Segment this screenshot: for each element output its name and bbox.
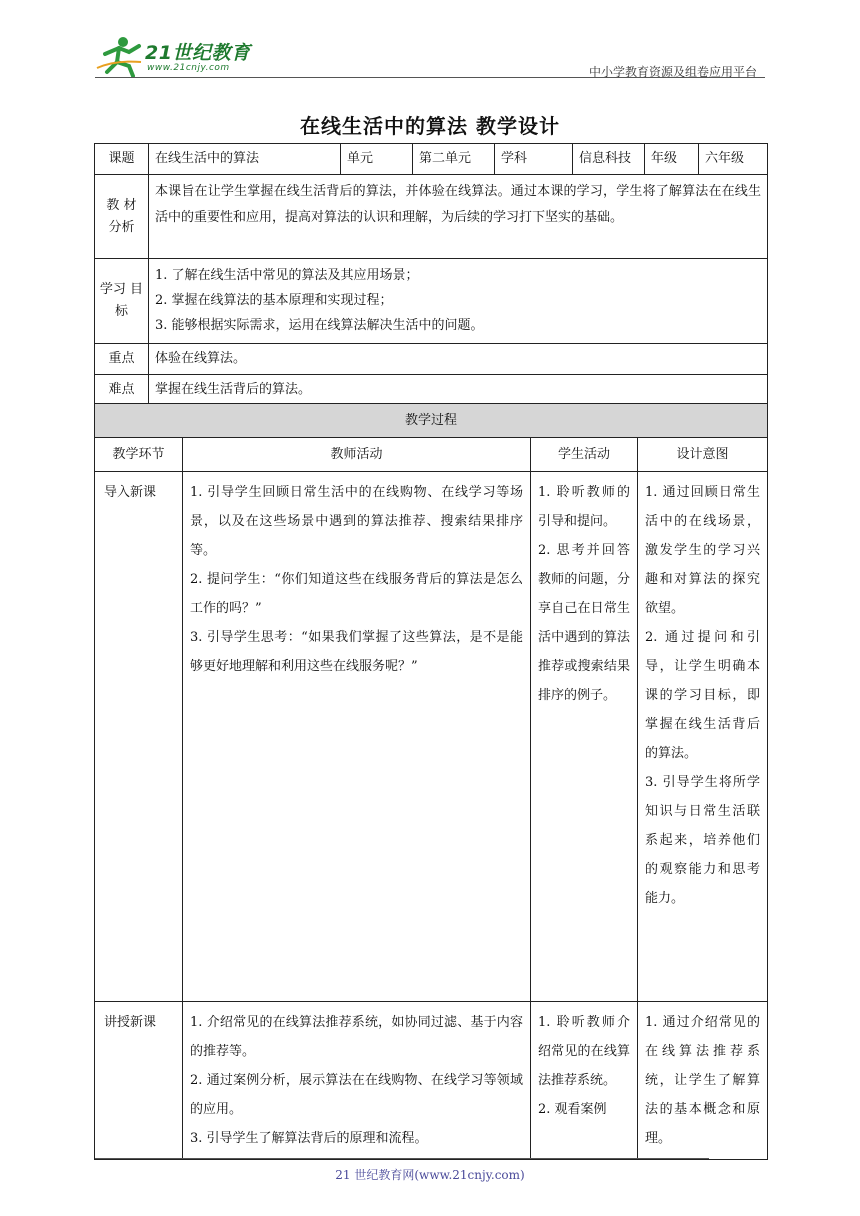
material-value: 本课旨在让学生掌握在线生活背后的算法，并体验在线算法。通过本课的学习，学生将了解算法在在线生活中的重要性和应用，提高对算法的认识和理解，为后续的学习打下坚实的基础。 bbox=[149, 175, 768, 259]
goal-item: 3. 能够根据实际需求，运用在线算法解决生活中的问题。 bbox=[155, 318, 484, 333]
platform-name: 中小学教育资源及组卷应用平台 bbox=[588, 65, 757, 79]
teacher-item: 3. 引导学生了解算法背后的原理和流程。 bbox=[190, 1131, 428, 1146]
table-row bbox=[95, 259, 768, 344]
subject-label: 学科 bbox=[495, 144, 573, 175]
teacher-item: 1. 引导学生回顾日常生活中的在线购物、在线学习等场景，以及在这些场景中遇到的算法推荐、搜索结果排序等。 bbox=[190, 485, 523, 558]
section-title: 教学过程 bbox=[95, 404, 768, 438]
subject-value: 信息科技 bbox=[573, 144, 645, 175]
document-title: 在线生活中的算法 教学设计 bbox=[300, 114, 560, 138]
stage-cell: 讲授新课 bbox=[95, 1002, 183, 1160]
unit-label: 单元 bbox=[341, 144, 413, 175]
footer-divider bbox=[95, 1158, 709, 1159]
difficulty-value: 掌握在线生活背后的算法。 bbox=[149, 375, 768, 406]
lesson-info-table bbox=[94, 143, 768, 406]
footer-text: 21 世纪教育网(www.21cnjy.com) bbox=[335, 1168, 525, 1182]
table-row bbox=[95, 1002, 768, 1160]
table-row bbox=[95, 375, 768, 406]
teacher-activity bbox=[183, 472, 531, 1002]
goal-item: 2. 掌握在线算法的基本原理和实现过程； bbox=[155, 293, 393, 308]
teacher-item: 3. 引导学生思考：“如果我们掌握了这些算法，是不是能够更好地理解和利用这些在线服务呢？” bbox=[190, 630, 523, 674]
table-row bbox=[95, 344, 768, 375]
goal-item: 1. 了解在线生活中常见的算法及其应用场景； bbox=[155, 268, 419, 283]
student-item: 2. 观看案例 bbox=[538, 1102, 607, 1117]
column-header: 设计意图 bbox=[638, 438, 768, 472]
goals-label: 学习 目标 bbox=[95, 259, 149, 344]
table-row bbox=[95, 175, 768, 259]
logo-url: www.21cnjy.com bbox=[147, 63, 230, 73]
stage-cell: 导入新课 bbox=[95, 472, 183, 1002]
table-row bbox=[95, 438, 768, 472]
unit-value: 第二单元 bbox=[413, 144, 495, 175]
intent-item: 2. 通过提问和引导，让学生明确本课的学习目标，即掌握在线生活背后的算法。 bbox=[645, 630, 761, 761]
student-item: 2. 思考并回答教师的问题，分享自己在日常生活中遇到的算法推荐或搜索结果排序的例子。 bbox=[538, 543, 630, 703]
teacher-item: 1. 介绍常见的在线算法推荐系统，如协同过滤、基于内容的推荐等。 bbox=[190, 1015, 523, 1059]
design-intent bbox=[638, 1002, 768, 1160]
student-activity bbox=[531, 472, 638, 1002]
table-row bbox=[95, 472, 768, 1002]
table-row bbox=[95, 144, 768, 175]
grade-label: 年级 bbox=[645, 144, 699, 175]
grade-value: 六年级 bbox=[699, 144, 768, 175]
goals-list bbox=[149, 259, 768, 344]
logo-text: 21世纪教育 bbox=[145, 42, 251, 64]
page-header bbox=[95, 30, 765, 82]
topic-value: 在线生活中的算法 bbox=[149, 144, 341, 175]
intent-item: 1. 通过回顾日常生活中的在线场景，激发学生的学习兴趣和对算法的探究欲望。 bbox=[645, 485, 761, 616]
topic-label: 课题 bbox=[95, 144, 149, 175]
key-label: 重点 bbox=[95, 344, 149, 375]
key-value: 体验在线算法。 bbox=[149, 344, 768, 375]
column-header: 学生活动 bbox=[531, 438, 638, 472]
column-header: 教学环节 bbox=[95, 438, 183, 472]
intent-item: 3. 引导学生将所学知识与日常生活联系起来，培养他们的观察能力和思考能力。 bbox=[645, 775, 761, 906]
student-item: 1. 聆听教师的引导和提问。 bbox=[538, 485, 630, 529]
student-activity bbox=[531, 1002, 638, 1160]
teaching-process-table bbox=[94, 403, 768, 1160]
teacher-item: 2. 提问学生：“你们知道这些在线服务背后的算法是怎么工作的吗？” bbox=[190, 572, 523, 616]
intent-item: 1. 通过介绍常见的在线算法推荐系统，让学生了解算法的基本概念和原理。 bbox=[645, 1015, 761, 1146]
teacher-item: 2. 通过案例分析，展示算法在在线购物、在线学习等领域的应用。 bbox=[190, 1073, 523, 1117]
teacher-activity bbox=[183, 1002, 531, 1160]
column-header: 教师活动 bbox=[183, 438, 531, 472]
table-row bbox=[95, 404, 768, 438]
student-item: 1. 聆听教师介绍常见的在线算法推荐系统。 bbox=[538, 1015, 630, 1088]
design-intent bbox=[638, 472, 768, 1002]
material-label: 教 材 分析 bbox=[95, 175, 149, 259]
header-divider bbox=[95, 77, 765, 78]
difficulty-label: 难点 bbox=[95, 375, 149, 406]
